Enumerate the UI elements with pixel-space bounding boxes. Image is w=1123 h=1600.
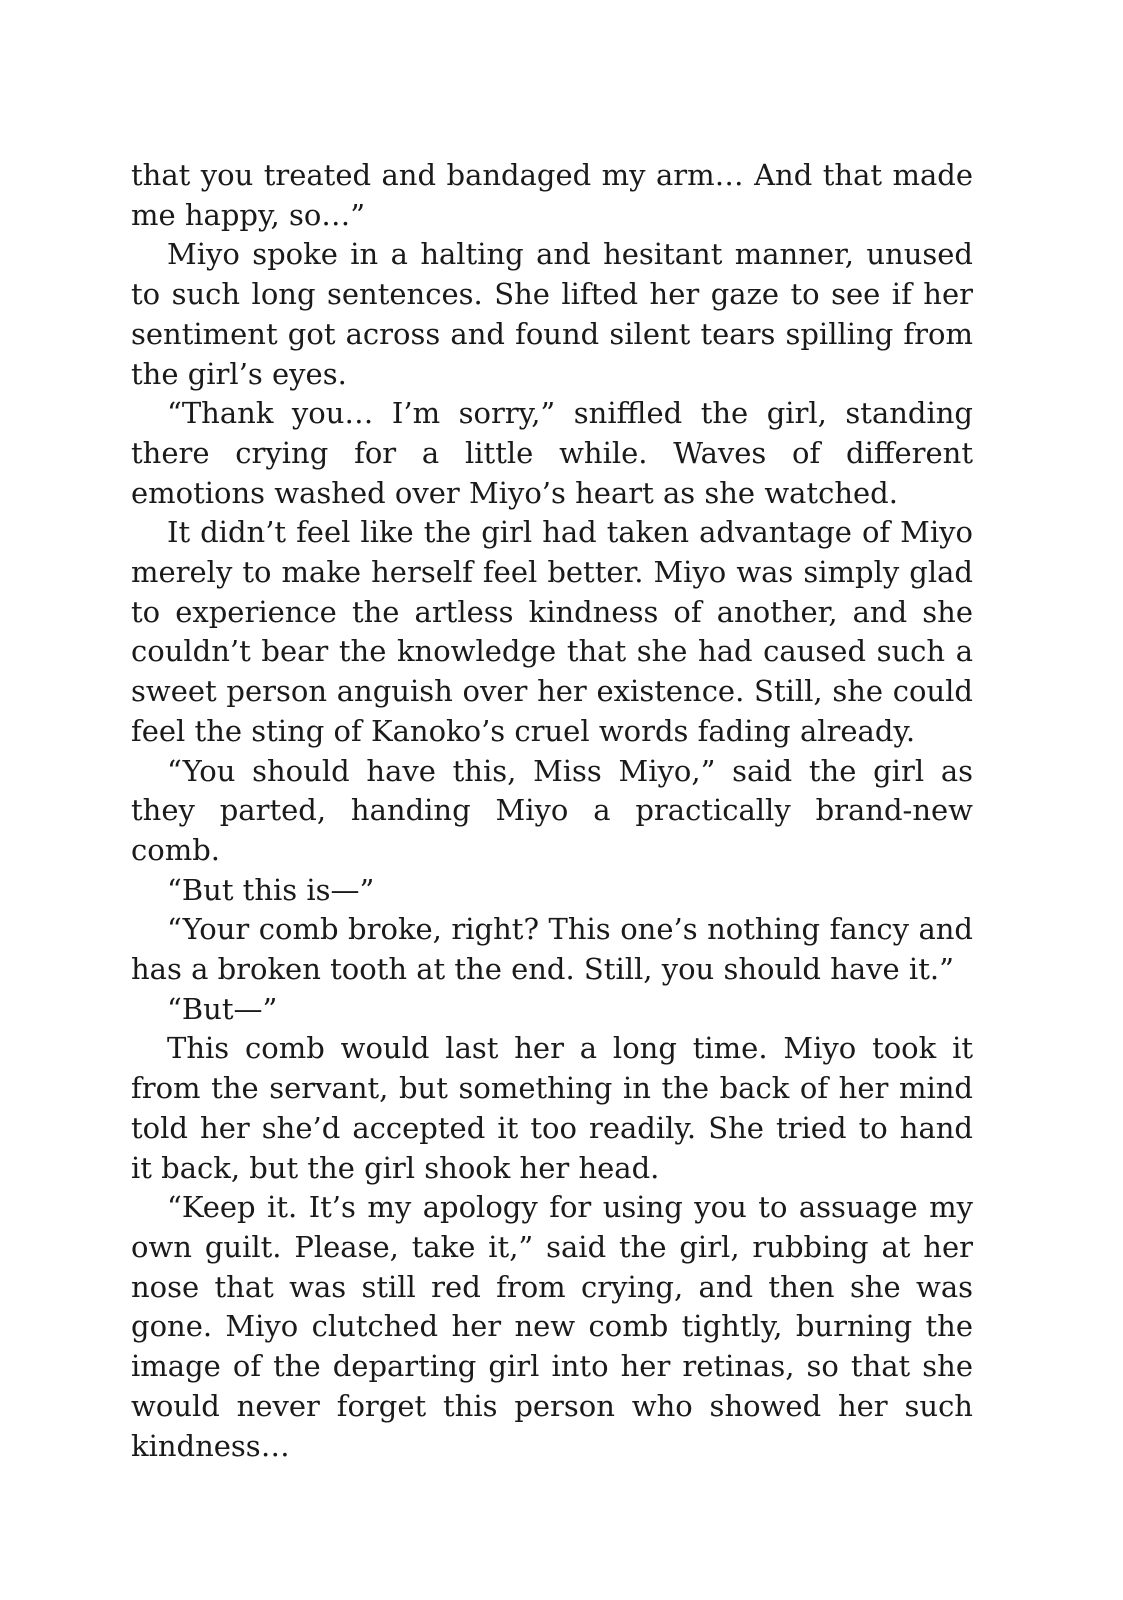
body-text <box>131 156 973 1466</box>
paragraph: This comb would last her a long time. Miyo took it from the servant, but something in the back of her mind told her she’d accepted it too readily. She tried to hand it back, but the girl shook her head. <box>131 1031 973 1185</box>
paragraph: It didn’t feel like the girl had taken advantage of Miyo merely to make herself feel better. Miyo was simply glad to experience the artless kindness of another, and she couldn’t bear the knowledge that she had caused such a sweet person anguish over her existence. Still, she could feel the sting of Kanoko’s cruel words fading already. <box>131 515 973 748</box>
paragraph: “But—” <box>167 991 278 1026</box>
paragraph: Miyo spoke in a halting and hesitant manner, unused to such long sentences. She lifted her gaze to see if her sentiment got across and found silent tears spilling from the girl’s eyes. <box>131 237 973 391</box>
paragraph: “But this is—” <box>167 872 375 907</box>
paragraph: “You should have this, Miss Miyo,” said the girl as they parted, handing Miyo a practically brand-new comb. <box>131 753 973 867</box>
paragraph: that you treated and bandaged my arm… And that made me happy, so…” <box>131 158 973 232</box>
paragraph: “Keep it. It’s my apology for using you to assuage my own guilt. Please, take it,” said the girl, rubbing at her nose that was still red from crying, and then she was gone. Miyo clutched her new comb tightly, burning the image of the departing girl into her retinas, so that she would never forget this person who showed her such kindness… <box>131 1190 973 1463</box>
paragraph: “Thank you… I’m sorry,” sniffled the girl, standing there crying for a little while. Waves of different emotions washed over Miyo’s heart as she watched. <box>131 396 973 510</box>
paragraph: “Your comb broke, right? This one’s nothing fancy and has a broken tooth at the end. Still, you should have it.” <box>131 912 973 987</box>
